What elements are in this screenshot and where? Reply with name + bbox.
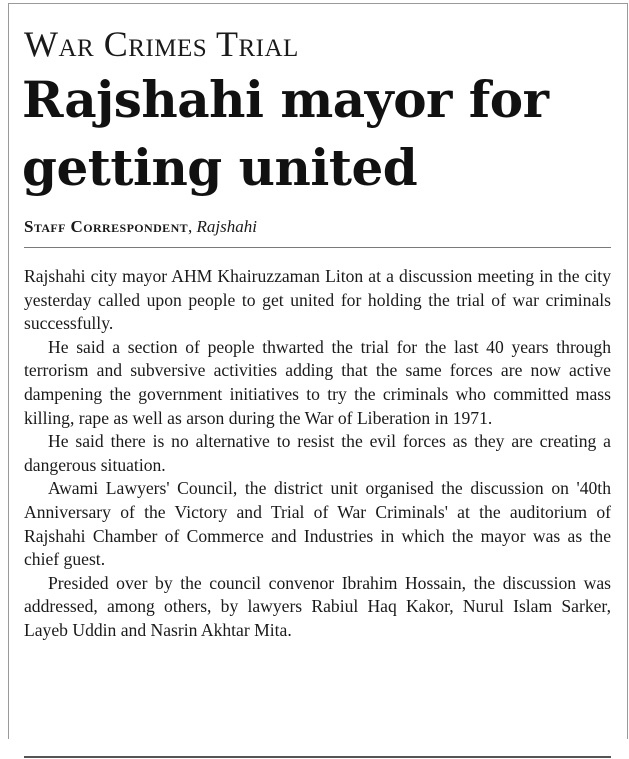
byline-dateline: Rajshahi — [196, 217, 257, 236]
section-kicker: War Crimes Trial — [24, 24, 299, 64]
byline-separator: , — [188, 217, 197, 236]
clipping-border-top — [8, 3, 627, 4]
bottom-divider — [24, 756, 611, 758]
body-paragraph-2: He said a section of people thwarted the trial for the last 40 years through terrorism and subversive activities adding that the same forces are now active dampening the government initiatives to try the criminals who committed mass killing, rape as well as arson during the War of Liberation in 1971. — [24, 336, 611, 428]
byline-divider — [24, 247, 611, 248]
article-headline — [22, 66, 622, 202]
byline-author: Staff Correspondent — [24, 217, 189, 236]
clipping-border-left — [8, 3, 9, 739]
body-paragraph-1: Rajshahi city mayor AHM Khairuzzaman Liton at a discussion meeting in the city yesterday called upon people to get united for holding the trial of war criminals successfully. — [24, 266, 611, 334]
body-paragraph-3: He said there is no alternative to resist the evil forces as they are creating a dangerous situation. — [24, 431, 611, 475]
article-body — [24, 265, 611, 643]
headline-line-1: Rajshahi mayor for — [22, 70, 549, 129]
headline-line-2: getting united — [22, 138, 418, 197]
body-paragraph-4: Awami Lawyers' Council, the district unit organised the discussion on '40th Anniversary of the Victory and Trial of War Criminals' at the auditorium of Rajshahi Chamber of Commerce and Industries in which the mayor was as the chief guest. — [24, 478, 611, 570]
clipping-border-right — [627, 3, 628, 739]
body-paragraph-5: Presided over by the council convenor Ibrahim Hossain, the discussion was addressed, among others, by lawyers Rabiul Haq Kakor, Nurul Islam Sarker, Layeb Uddin and Nasrin Akhtar Mita. — [24, 572, 611, 640]
byline — [24, 216, 257, 238]
